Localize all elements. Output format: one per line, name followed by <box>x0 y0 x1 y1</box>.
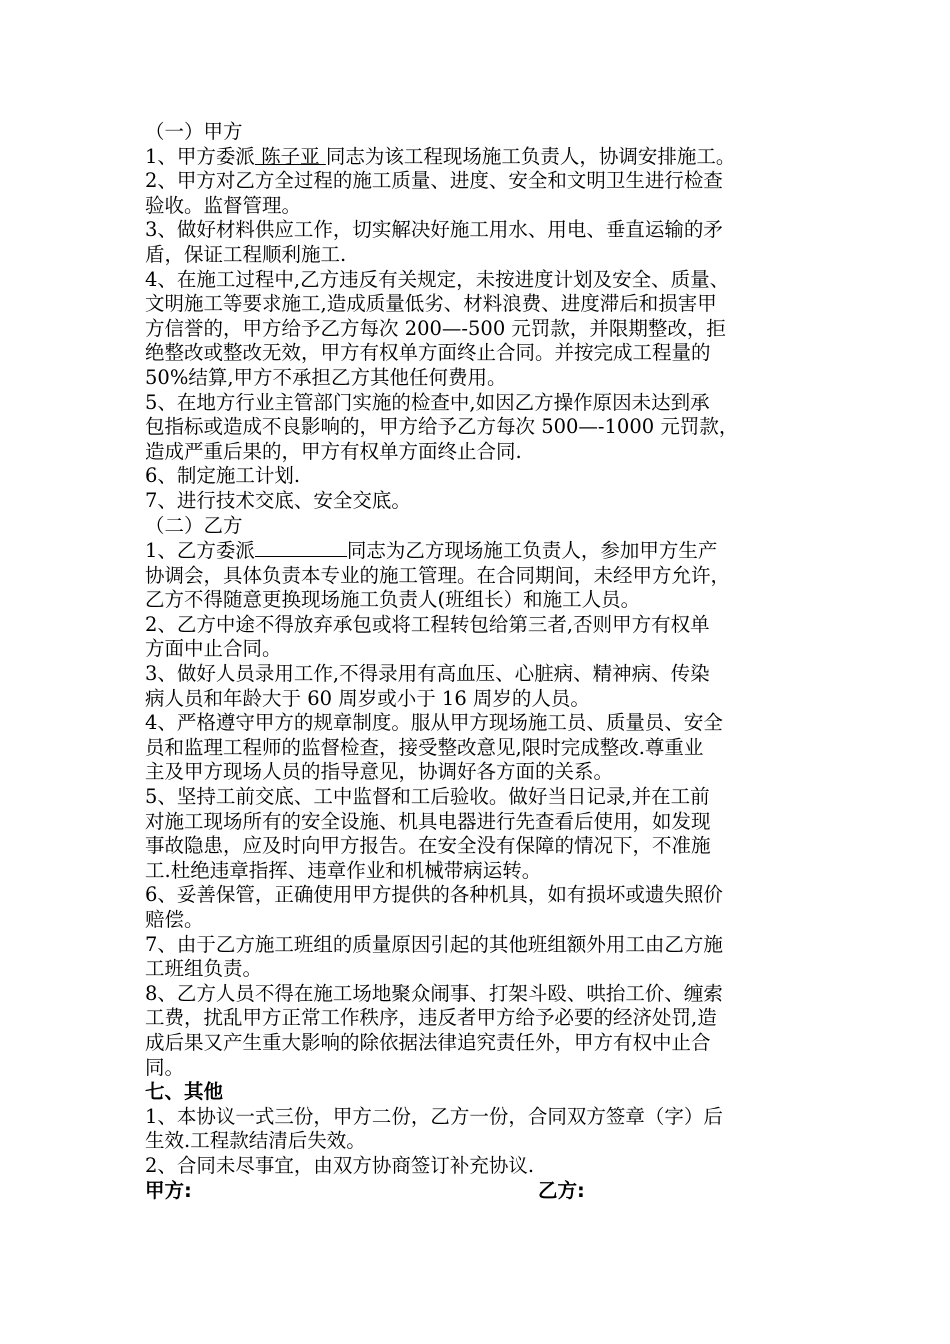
party-b-signature-label: 乙方: <box>538 1178 585 1202</box>
clause-line: 3、做好人员录用工作,不得录用有高血压、心脏病、精神病、传染 <box>145 662 710 686</box>
clause-line: 包指标或造成不良影响的，甲方给予乙方每次 500—-1000 元罚款， <box>145 415 739 439</box>
party-a-signature-label: 甲方: <box>145 1178 192 1202</box>
clause-line: 2、合同未尽事宜，由双方协商签订补充协议. <box>145 1153 535 1177</box>
clause-line: 工费，扰乱甲方正常工作秩序，违反者甲方给予必要的经济处罚,造 <box>145 1006 717 1030</box>
clause-line: 方面中止合同。 <box>145 637 282 661</box>
clause-line: 盾，保证工程顺利施工. <box>145 242 347 266</box>
clause-line: 工.杜绝违章指挥、违章作业和机械带病运转。 <box>145 858 542 882</box>
clause-line: 主及甲方现场人员的指导意见，协调好各方面的关系。 <box>145 760 614 784</box>
section-heading-other: 七、其他 <box>145 1080 224 1104</box>
clause-line: 3、做好材料供应工作，切实解决好施工用水、用电、垂直运输的矛 <box>145 218 723 242</box>
clause-line: 生效.工程款结清后失效。 <box>145 1129 366 1153</box>
clause-line: 员和监理工程师的监督检查，接受整改意见,限时完成整改.尊重业 <box>145 735 704 759</box>
clause-line: 4、在施工过程中,乙方违反有关规定，未按进度计划及安全、质量、 <box>145 267 730 291</box>
clause-line: 5、在地方行业主管部门实施的检查中,如因乙方操作原因未达到承 <box>145 390 710 414</box>
section-heading-party-b: （二）乙方 <box>145 513 243 537</box>
clause-line: 工班组负责。 <box>145 957 263 981</box>
party-a-representative-name: 陈子亚 <box>254 144 326 168</box>
clause-line: 乙方不得随意更换现场施工负责人(班组长）和施工人员。 <box>145 588 641 612</box>
clause-line: 文明施工等要求施工,造成质量低劣、材料浪费、进度滞后和损害甲 <box>145 292 717 316</box>
clause-line: 成后果又产生重大影响的除依据法律追究责任外，甲方有权中止合 <box>145 1030 711 1054</box>
clause-line: 50%结算,甲方不承担乙方其他任何费用。 <box>145 365 507 389</box>
clause-line: 5、坚持工前交底、工中监督和工后验收。做好当日记录,并在工前 <box>145 785 710 809</box>
clause-text: 1、乙方委派 <box>145 539 255 563</box>
clause-line: 1、本协议一式三份，甲方二份，乙方一份，合同双方签章（字）后 <box>145 1104 723 1128</box>
party-b-representative-blank <box>255 538 347 557</box>
clause-text: 1、甲方委派 <box>145 144 255 168</box>
clause-line: 绝整改或整改无效，甲方有权单方面终止合同。并按完成工程量的 <box>145 341 711 365</box>
clause-line: 4、严格遵守甲方的规章制度。服从甲方现场施工员、质量员、安全 <box>145 711 723 735</box>
clause-line: 病人员和年龄大于 60 周岁或小于 16 周岁的人员。 <box>145 686 590 710</box>
section-heading-party-a: （一）甲方 <box>145 120 243 143</box>
clause-line: 对施工现场所有的安全设施、机具电器进行先查看后使用，如发现 <box>145 809 711 833</box>
clause-line <box>145 145 825 170</box>
clause-line: 协调会，具体负责本专业的施工管理。在合同期间，未经甲方允许， <box>145 563 731 587</box>
clause-line: 造成严重后果的，甲方有权单方面终止合同. <box>145 439 522 463</box>
clause-line: 2、乙方中途不得放弃承包或将工程转包给第三者,否则甲方有权单 <box>145 612 710 636</box>
contract-page <box>145 120 825 1204</box>
clause-line: 同。 <box>145 1055 185 1079</box>
clause-line: 6、妥善保管，正确使用甲方提供的各种机具，如有损坏或遗失照价 <box>145 883 723 907</box>
clause-line: 6、制定施工计划. <box>145 464 301 488</box>
clause-line: 8、乙方人员不得在施工场地聚众闹事、打架斗殴、哄抬工价、缠索 <box>145 981 723 1005</box>
clause-line: 7、由于乙方施工班组的质量原因引起的其他班组额外用工由乙方施 <box>145 932 723 956</box>
clause-line: 方信誉的，甲方给予乙方每次 200—-500 元罚款，并限期整改，拒 <box>145 316 726 340</box>
clause-line: 7、进行技术交底、安全交底。 <box>145 488 411 512</box>
clause-line: 事故隐患，应及时向甲方报告。在安全没有保障的情况下，不准施 <box>145 834 711 858</box>
clause-line: 验收。监督管理。 <box>145 193 302 217</box>
clause-line: 2、甲方对乙方全过程的施工质量、进度、安全和文明卫生进行检查 <box>145 169 723 193</box>
clause-text: 同志为该工程现场施工负责人，协调安排施工。 <box>325 144 736 168</box>
clause-line <box>145 538 825 564</box>
signature-row <box>145 1179 825 1204</box>
clause-text: 同志为乙方现场施工负责人，参加甲方生产 <box>346 539 718 563</box>
clause-line: 赔偿。 <box>145 908 204 931</box>
